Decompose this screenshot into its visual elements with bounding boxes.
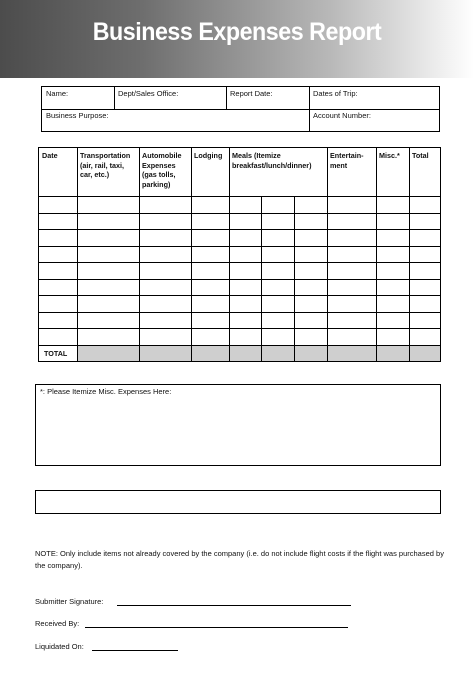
col-header-automobile: Automobile Expenses (gas tolls, parking) xyxy=(142,151,182,189)
submitter-signature-label: Submitter Signature: xyxy=(35,597,104,606)
table-column-divider xyxy=(229,148,230,361)
report-date-label: Report Date: xyxy=(230,89,273,98)
table-row-divider xyxy=(39,279,440,280)
table-column-divider xyxy=(77,148,78,361)
received-by-line[interactable] xyxy=(85,627,348,628)
name-field[interactable] xyxy=(42,87,114,109)
table-row-divider xyxy=(39,312,440,313)
misc-expenses-box[interactable] xyxy=(35,384,441,466)
table-row-divider xyxy=(39,196,440,197)
dates-of-trip-field[interactable] xyxy=(309,87,439,109)
submitter-signature-line[interactable] xyxy=(117,605,351,606)
business-purpose-label: Business Purpose: xyxy=(46,111,109,120)
account-number-field[interactable] xyxy=(309,109,439,131)
dept-field[interactable] xyxy=(114,87,226,109)
page-title: Business Expenses Report xyxy=(92,18,382,46)
note-text: NOTE: Only include items not already covered by the company (i.e. do not include flight costs if the flight was purchased by the company). xyxy=(35,549,444,570)
col-header-transportation: Transportation (air, rail, taxi, car, etc.) xyxy=(80,151,131,179)
col-header-entertainment: Entertain-ment xyxy=(330,151,364,170)
expense-table xyxy=(38,147,441,362)
col-header-total: Total xyxy=(412,151,429,160)
table-column-divider xyxy=(139,148,140,361)
table-row-divider xyxy=(39,213,440,214)
table-column-divider xyxy=(191,148,192,361)
table-column-divider xyxy=(409,148,410,361)
liquidated-on-label: Liquidated On: xyxy=(35,642,84,651)
received-by-label: Received By: xyxy=(35,619,80,628)
total-row-shading xyxy=(77,345,440,361)
table-row-divider xyxy=(39,229,440,230)
name-label: Name: xyxy=(46,89,69,98)
blank-entry-box[interactable] xyxy=(35,490,441,514)
meals-subcolumn-divider xyxy=(261,196,262,361)
table-row-divider xyxy=(39,345,440,346)
table-row-divider xyxy=(39,262,440,263)
table-row-divider xyxy=(39,328,440,329)
table-row-divider xyxy=(39,295,440,296)
dept-label: Dept/Sales Office: xyxy=(118,89,179,98)
table-row-divider xyxy=(39,246,440,247)
table-column-divider xyxy=(327,148,328,361)
liquidated-on-line[interactable] xyxy=(92,650,178,651)
col-header-date: Date xyxy=(42,151,58,160)
table-column-divider xyxy=(376,148,377,361)
trip-info-table xyxy=(41,86,440,132)
report-date-field[interactable] xyxy=(226,87,309,109)
total-row-label: TOTAL xyxy=(44,349,68,358)
business-purpose-field[interactable] xyxy=(42,109,309,131)
col-header-meals: Meals (Itemize breakfast/lunch/dinner) xyxy=(232,151,312,170)
account-number-label: Account Number: xyxy=(313,111,371,120)
col-header-misc: Misc.* xyxy=(379,151,400,160)
dates-of-trip-label: Dates of Trip: xyxy=(313,89,358,98)
meals-subcolumn-divider xyxy=(294,196,295,361)
title-banner xyxy=(0,0,474,78)
misc-expenses-label: *: Please Itemize Misc. Expenses Here: xyxy=(40,387,172,396)
col-header-lodging: Lodging xyxy=(194,151,223,160)
